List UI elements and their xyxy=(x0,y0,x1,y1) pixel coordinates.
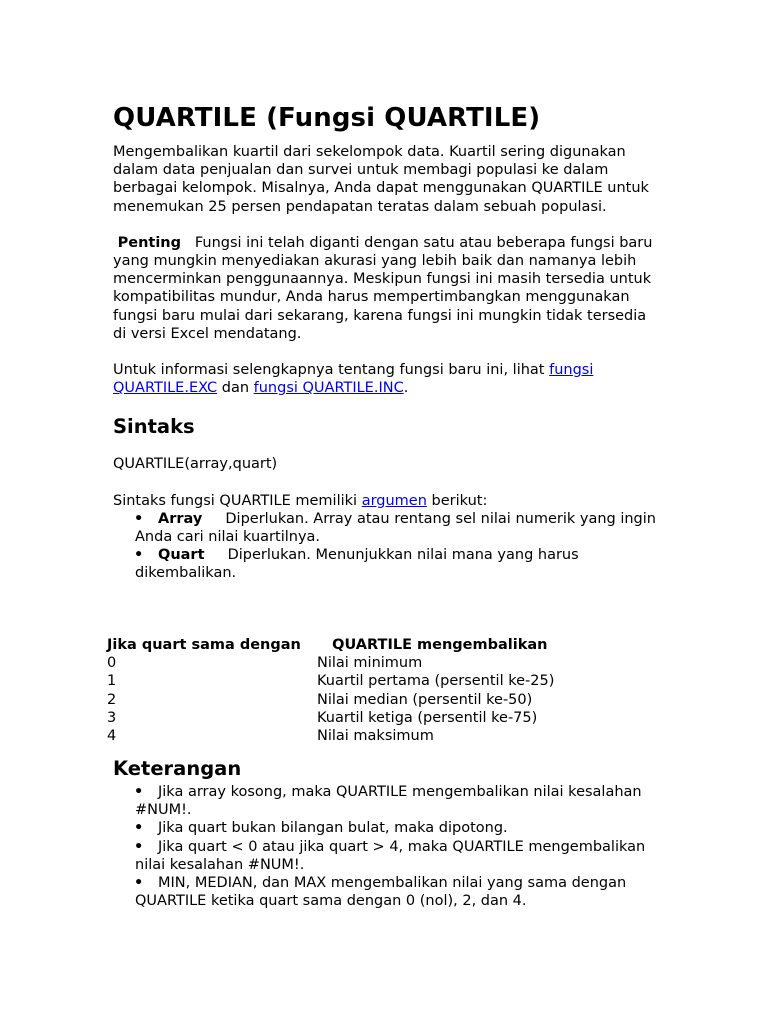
keterangan-section xyxy=(113,755,658,910)
table-row xyxy=(107,709,587,727)
remark-item: • MIN, MEDIAN, dan MAX mengembalikan nilai yang sama dengan QUARTILE ketika quart sama dengan 0 (nol), 2, dan 4. xyxy=(134,875,627,910)
remark-item: • Jika quart < 0 atau jika quart > 4, maka QUARTILE mengembalikan nilai kesalahan #NUM!. xyxy=(134,838,646,873)
link-quartile-inc[interactable]: fungsi QUARTILE.INC xyxy=(253,380,404,397)
more-info-suffix: . xyxy=(403,380,409,397)
table-cell: Nilai median (persentil ke-50) xyxy=(317,691,533,708)
table-row xyxy=(107,691,587,709)
table-cell: Kuartil pertama (persentil ke-25) xyxy=(317,673,555,690)
table-header-row xyxy=(107,636,587,654)
syntax-intro-prefix: Sintaks fungsi QUARTILE memiliki xyxy=(113,492,362,509)
table-cell: 3 xyxy=(107,709,117,726)
table-header-cell: QUARTILE mengembalikan xyxy=(332,637,548,653)
table-header-cell: Jika quart sama dengan xyxy=(107,637,301,653)
quart-table xyxy=(107,636,587,745)
table-cell: 4 xyxy=(107,728,117,745)
table-row xyxy=(107,654,587,672)
intro-paragraph: Mengembalikan kuartil dari sekelompok data. Kuartil sering digunakan dalam data penjualan dan survei untuk membagi populasi ke dalam berbagai kelompok. Misalnya, Anda dapat menggunakan QUARTILE untuk menemukan 25 persen pendapatan teratas dalam sebuah populasi. xyxy=(113,144,649,215)
document-body xyxy=(113,100,658,583)
important-label: Penting xyxy=(117,234,181,251)
table-row xyxy=(107,672,587,690)
more-info-paragraph xyxy=(113,361,658,397)
table-cell: 1 xyxy=(107,673,117,690)
bullet-icon: • xyxy=(134,547,144,564)
more-info-middle: dan xyxy=(217,380,254,397)
bullet-icon: • xyxy=(134,875,144,892)
bullet-icon: • xyxy=(134,838,144,855)
remark-item: • Jika array kosong, maka QUARTILE mengembalikan nilai kesalahan #NUM!. xyxy=(134,784,642,819)
table-cell: 0 xyxy=(107,655,117,672)
table-row xyxy=(107,727,587,745)
link-argumen[interactable]: argumen xyxy=(361,492,427,509)
syntax-intro xyxy=(113,492,658,510)
table-cell: Kuartil ketiga (persentil ke-75) xyxy=(317,709,538,726)
argument-item-array xyxy=(113,510,658,546)
table-cell: 2 xyxy=(107,691,117,708)
page-title: QUARTILE (Fungsi QUARTILE) xyxy=(113,103,541,133)
important-note xyxy=(113,234,658,343)
important-text: Fungsi ini telah diganti dengan satu atau beberapa fungsi baru yang mungkin menyediakan akurasi yang lebih baik dan namanya lebih mencerminkan penggunaannya. Meskipun fungsi ini masih tersedia untuk kompatibilitas mundur, Anda harus mempertimbangkan menggunakan fungsi baru mulai dari sekarang, karena fungsi ini mungkin tidak tersedia di versi Excel mendatang. xyxy=(113,234,653,342)
argument-item-quart xyxy=(113,546,658,582)
link-quartile-exc[interactable]: fungsi QUARTILE.EXC xyxy=(113,362,594,397)
sintaks-heading: Sintaks xyxy=(113,415,195,439)
table-cell: Nilai maksimum xyxy=(317,728,434,745)
syntax-line: QUARTILE(array,quart) xyxy=(113,456,278,473)
syntax-intro-suffix: berikut: xyxy=(426,492,488,509)
argument-list xyxy=(113,510,658,583)
argument-name: Array xyxy=(158,510,203,527)
table-cell: Nilai minimum xyxy=(317,655,423,672)
argument-name: Quart xyxy=(158,547,205,564)
remark-item: • Jika quart bukan bilangan bulat, maka dipotong. xyxy=(134,820,508,837)
argument-desc: Diperlukan. Menunjukkan nilai mana yang harus dikembalikan. xyxy=(135,547,579,582)
more-info-prefix: Untuk informasi selengkapnya tentang fungsi baru ini, lihat xyxy=(113,362,550,379)
remarks-list xyxy=(113,783,658,910)
keterangan-heading: Keterangan xyxy=(113,757,242,780)
bullet-icon: • xyxy=(134,820,144,837)
bullet-icon: • xyxy=(134,510,144,527)
argument-desc: Diperlukan. Array atau rentang sel nilai numerik yang ingin Anda cari nilai kuartilnya. xyxy=(135,510,656,546)
bullet-icon: • xyxy=(134,784,144,800)
